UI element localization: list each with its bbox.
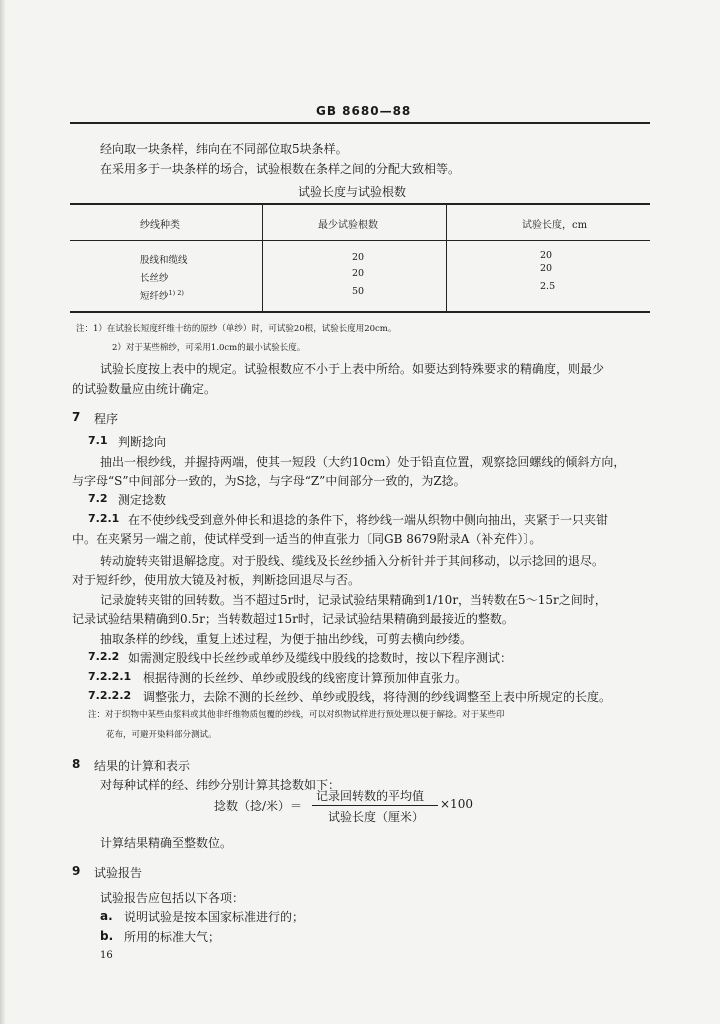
table-row-1-type: 股线和缆线 xyxy=(140,255,188,266)
section-7-2-2-1-number: 7.2.2.1 xyxy=(88,670,132,683)
section-7-title: 程序 xyxy=(94,412,119,426)
record-para-line-1: 记录旋转夹钳的回转数。当不超过5r时，记录试验结果精确到1/10r，当转数在5～15r之间时， xyxy=(100,593,607,607)
table-row-2-length: 20 xyxy=(540,263,553,274)
section-7-2-2-number: 7.2.2 xyxy=(88,650,120,663)
formula-fraction-bar xyxy=(312,805,438,806)
table-top-rule xyxy=(70,203,650,205)
table-header-min-count: 最少试验根数 xyxy=(318,220,378,231)
page-number: 16 xyxy=(100,950,113,961)
rotate-para-line-2: 对于短纤纱，使用放大镜及衬板，判断捻回退尽与否。 xyxy=(72,573,361,587)
remaining-para: 抽取条样的纱线，重复上述过程，为便于抽出纱线，可剪去横向纱缕。 xyxy=(100,632,473,646)
para-after-table-line-2: 的试验数量应由统计确定。 xyxy=(72,382,217,396)
section-7-2-1-number: 7.2.1 xyxy=(88,512,120,525)
section-7-1-line-2: 与字母“S”中间部分一致的，为S捻，与字母“Z”中间部分一致的，为Z捻。 xyxy=(72,474,466,488)
section-7-1-line-1: 抽出一根纱线，并握持两端，使其一短段（大约10cm）处于铅直位置，观察捻回螺线的倾斜方向， xyxy=(100,455,626,469)
section-9-title: 试验报告 xyxy=(94,866,143,880)
section-8-title: 结果的计算和表示 xyxy=(94,759,191,773)
header-rule xyxy=(70,122,650,124)
section-8-intro: 对每种试样的经、纬纱分别计算其捻数如下： xyxy=(100,778,341,792)
section-7-1-title: 判断捻向 xyxy=(118,435,167,449)
table-title: 试验长度与试验根数 xyxy=(298,185,407,199)
report-item-b-text: 所用的标准大气； xyxy=(124,930,221,944)
section-9-number: 9 xyxy=(72,864,81,878)
formula-numerator: 记录回转数的平均值 xyxy=(316,789,425,803)
report-item-a-text: 说明试验是按本国家标准进行的； xyxy=(124,910,305,924)
table-row-3-type: 短纤纱$^{1) 2)}$ xyxy=(140,288,184,302)
table-col-divider-1 xyxy=(262,203,263,312)
section-8-number: 8 xyxy=(72,757,81,771)
section-8-precision: 计算结果精确至整数位。 xyxy=(100,836,233,850)
rotate-para-line-1: 转动旋转夹钳退解捻度。对于股线、缆线及长丝纱插入分析针并于其间移动，以示捻回的退尽。 xyxy=(100,554,605,568)
table-row-2-count: 20 xyxy=(352,268,365,279)
para-after-table-line-1: 试验长度按上表中的规定。试验根数应不小于上表中所给。如要达到特殊要求的精确度，则最少 xyxy=(100,362,605,376)
section-9-intro: 试验报告应包括以下各项： xyxy=(100,891,245,905)
table-row-3-length: 2.5 xyxy=(540,281,556,292)
section-7-2-2-2-number: 7.2.2.2 xyxy=(88,689,132,702)
section-7-2-2-1-text: 根据待测的长丝纱、单纱或股线的线密度计算预加伸直张力。 xyxy=(143,671,468,685)
section-7-2-number: 7.2 xyxy=(88,492,108,505)
record-para-line-2: 记录试验结果精确到0.5r；当转数超过15r时，记录试验结果精确到最接近的整数。 xyxy=(72,612,514,626)
report-item-a-label: a. xyxy=(100,909,113,923)
formula-lhs: 捻数（捻/米）＝ xyxy=(214,799,303,813)
formula-multiplier: ×100 xyxy=(440,797,473,811)
formula-denominator: 试验长度（厘米） xyxy=(328,810,425,824)
intro-line-1: 经向取一块条样，纬向在不同部位取5块条样。 xyxy=(100,142,348,156)
table-header-yarn-type: 纱线种类 xyxy=(140,220,180,231)
scan-edge-shadow xyxy=(0,0,6,1024)
section-7-2-title: 测定捻数 xyxy=(118,493,167,507)
table-row-3-count: 50 xyxy=(352,286,365,297)
table-header-test-length: 试验长度，cm xyxy=(522,220,588,231)
table-row-1-length: 20 xyxy=(540,250,553,261)
section-7-note-line-1: 注：对于织物中某些由浆料或其他非纤维物质包覆的纱线，可以对织物试样进行预处理以便于解捻。对于某些印 xyxy=(88,710,505,720)
table-note-1: 注：1）在试验长短度纤维十纺的原纱（单纱）时，可试验20根，试验长度用20cm。 xyxy=(76,324,397,334)
table-bottom-rule xyxy=(70,311,650,313)
section-7-2-1-line-1: 在不使纱线受到意外伸长和退捻的条件下，将纱线一端从织物中侧向抽出，夹紧于一只夹钳 xyxy=(128,513,609,527)
intro-line-2: 在采用多于一块条样的场合，试验根数在条样之间的分配大致相等。 xyxy=(100,162,461,176)
section-7-2-1-line-2: 中。在夹紧另一端之前，使试样受到一适当的伸直张力〔同GB 8679附录A（补充件）〕。 xyxy=(72,532,542,546)
section-7-2-2-text: 如需测定股线中长丝纱或单纱及缆线中股线的捻数时，按以下程序测试： xyxy=(128,651,513,665)
section-7-number: 7 xyxy=(72,410,81,424)
table-note-2: 2）对于某些棉纱，可采用1.0cm的最小试验长度。 xyxy=(112,343,306,353)
section-7-1-number: 7.1 xyxy=(88,434,108,447)
report-item-b-label: b. xyxy=(100,929,114,943)
table-header-rule xyxy=(70,240,650,241)
section-7-2-2-2-text: 调整张力，去除不测的长丝纱、单纱或股线，将待测的纱线调整至上表中所规定的长度。 xyxy=(143,690,612,704)
table-col-divider-2 xyxy=(446,203,447,312)
standard-number: GB 8680—88 xyxy=(316,104,412,118)
table-row-2-type: 长丝纱 xyxy=(140,273,169,284)
table-row-1-count: 20 xyxy=(352,252,365,263)
table-row-3-footnote-ref: 1) 2) xyxy=(168,288,184,297)
section-7-note-line-2: 花布，可避开染料部分测试。 xyxy=(106,730,217,740)
